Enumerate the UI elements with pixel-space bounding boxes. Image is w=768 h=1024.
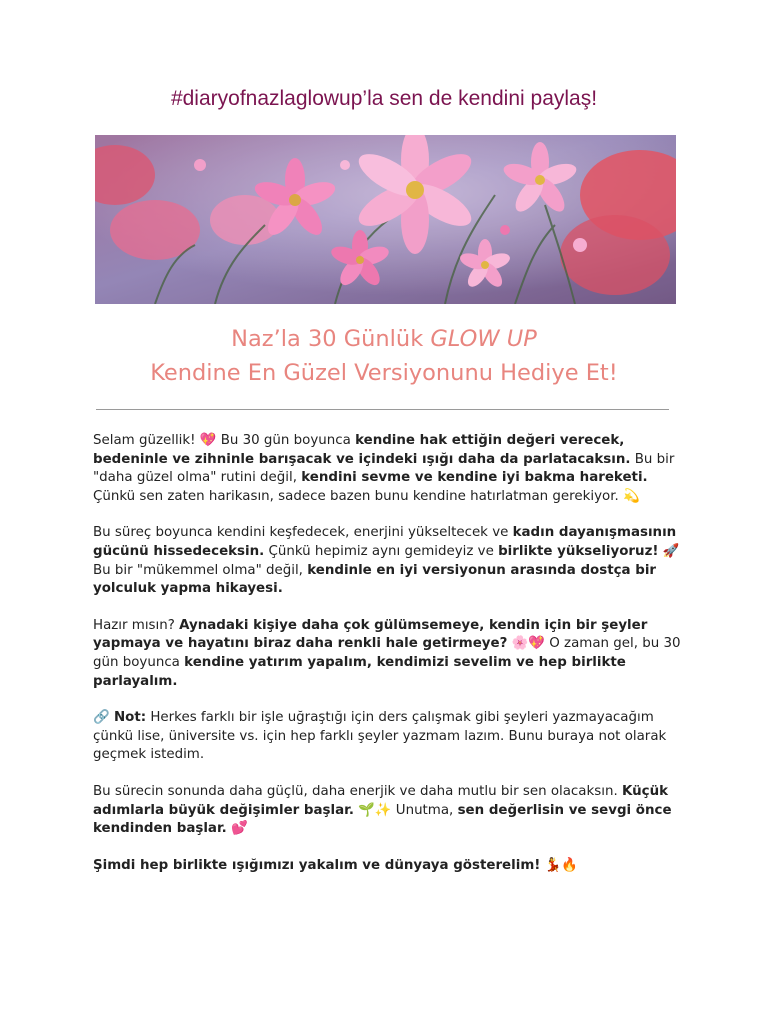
text-run: 💃🔥 (540, 857, 578, 873)
text-run-bold: sen değerlisin ve sevgi önce kendinden başlar. (93, 802, 672, 837)
page-heading (0, 322, 768, 390)
body-content (93, 432, 683, 893)
text-run: 🌱✨ Unutma, (353, 802, 458, 818)
text-run: Çünkü sen zaten harikasın, sadece bazen bunu kendine hatırlatman gerekiyor. 💫 (93, 488, 640, 504)
text-run-bold: kendinle en iyi versiyonun arasında dostça bir yolculuk yapma hikayesi. (93, 562, 657, 597)
text-run-bold: Küçük adımlarla büyük değişimler başlar. (93, 783, 669, 818)
text-run: 🚀 Bu bir "mükemmel olma" değil, (93, 543, 680, 578)
divider (96, 409, 669, 410)
heading-line-1-prefix: Naz’la 30 Günlük (231, 326, 431, 352)
text-run: Selam güzellik! 💖 Bu 30 gün boyunca (93, 433, 356, 448)
text-run-bold: kendine hak ettiğin değeri verecek, bedeninle ve zihninle barışacak ve içindeki ışığı daha da parlatacaksın. (93, 433, 631, 467)
heading-line-2: Kendine En Güzel Versiyonunu Hediye Et! (150, 360, 618, 386)
text-run: Hazır mısın? (93, 617, 180, 633)
text-run-bold: kendini sevme ve kendine iyi bakma hareketi. (301, 470, 648, 486)
heading-glow-up: GLOW UP (430, 326, 537, 352)
paragraph-intro (93, 432, 683, 506)
pink-cosmos-flowers-icon (95, 135, 676, 304)
text-run: Bu bir "daha güzel olma" rutini değil, (93, 451, 675, 486)
text-run-bold: birlikte yükseliyoruz! (498, 543, 659, 559)
link-icon: 🔗 (93, 710, 114, 726)
text-run-bold: kadın dayanışmasının gücünü hissedeceksin. (93, 525, 677, 559)
text-run: Herkes farklı bir işle uğraştığı için ders çalışmak gibi şeyleri yazmayacağım çünkü lise, üniversite vs. için hep farklı şeyler yazmam lazım. Bunu buraya not olarak geçmek istedim. (93, 710, 667, 763)
flower-banner-image (95, 135, 676, 304)
hashtag-title: #diaryofnazlaglowup’la sen de kendini paylaş! (170, 87, 598, 110)
note-label: Not: (113, 710, 147, 726)
heading-line-1 (0, 322, 768, 356)
paragraph-ready (93, 617, 683, 691)
text-run: 🌸💖 O zaman gel, bu 30 gün boyunca (93, 636, 681, 670)
text-run: Bu sürecin sonunda daha güçlü, daha enerjik ve daha mutlu bir sen olacaksın. (93, 783, 622, 799)
paragraph-note (93, 709, 683, 765)
paragraph-closing (93, 857, 683, 876)
paragraph-outcome (93, 783, 683, 839)
text-run-bold: kendine yatırım yapalım, kendimizi sevelim ve hep birlikte parlayalım. (93, 654, 626, 689)
text-run: Bu süreç boyunca kendini keşfedecek, enerjini yükseltecek ve (93, 525, 513, 541)
text-run-bold: Aynadaki kişiye daha çok gülümsemeye, kendin için bir şeyler yapmaya ve hayatını biraz daha renkli hale getirmeye? (93, 617, 648, 652)
text-run: Çünkü hepimiz aynı gemideyiz ve (264, 543, 499, 559)
paragraph-journey (93, 524, 683, 598)
text-run: 💕 (226, 821, 248, 837)
text-run-bold: Şimdi hep birlikte ışığımızı yakalım ve dünyaya gösterelim! (93, 857, 541, 873)
